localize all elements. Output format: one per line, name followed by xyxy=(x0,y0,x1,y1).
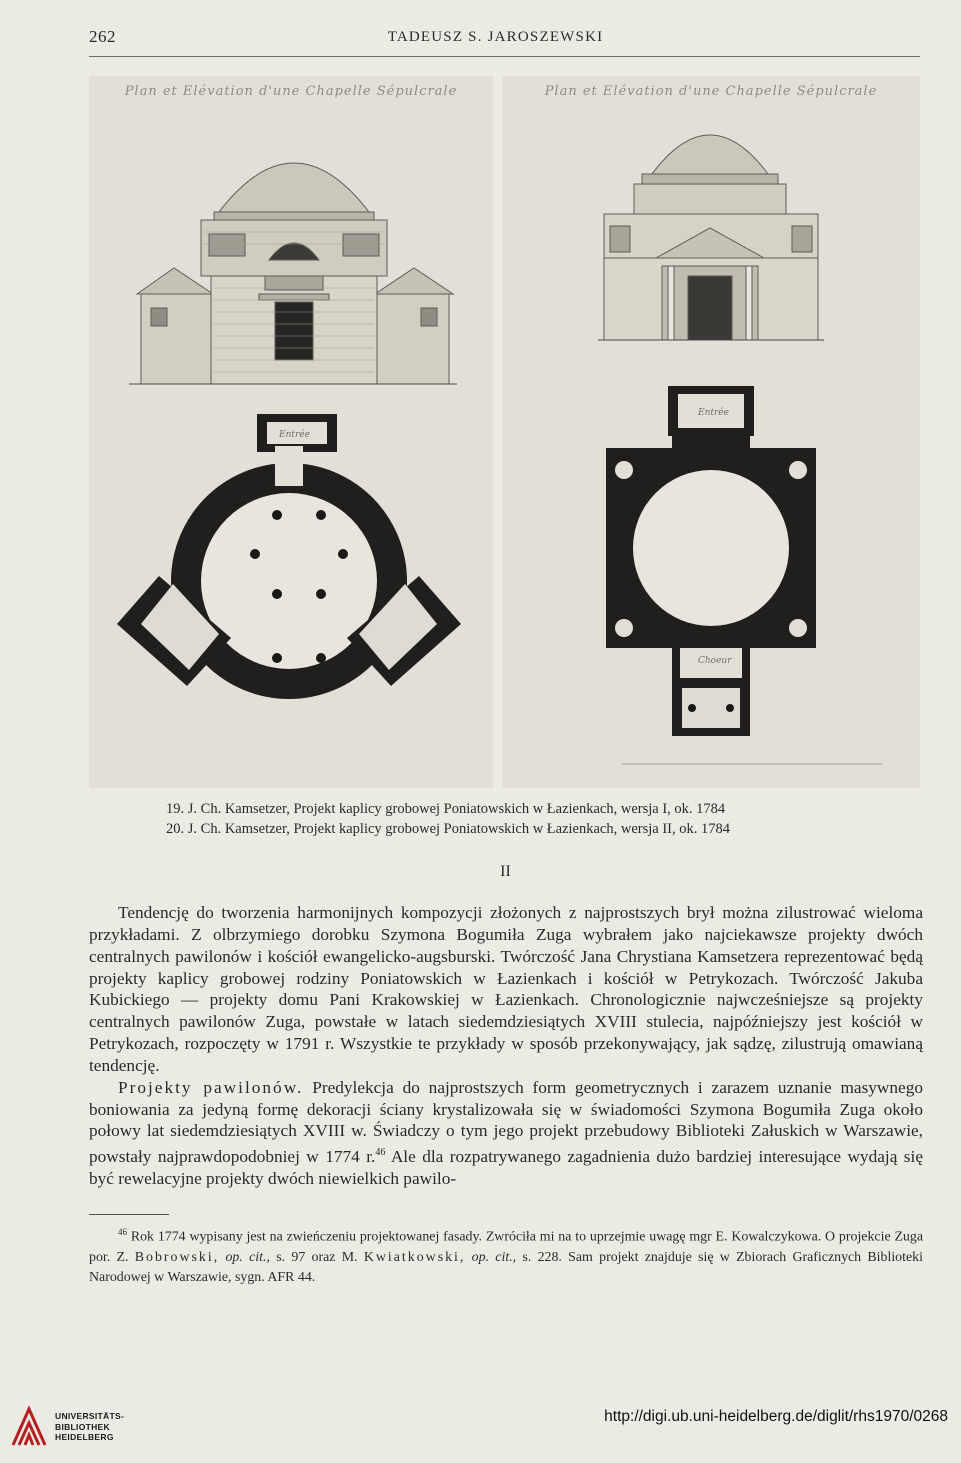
footnote-reference[interactable]: 46 xyxy=(375,1147,386,1159)
footnote-cite-2: op. cit., xyxy=(471,1249,517,1265)
library-name xyxy=(55,1411,124,1443)
plate-title: Plan et Elévation d'une Chapelle Sépulcrale xyxy=(124,84,458,99)
figure-captions xyxy=(166,799,866,839)
plate-title: Plan et Elévation d'une Chapelle Sépulcrale xyxy=(544,84,878,99)
footnote-number: 46 xyxy=(118,1227,127,1237)
plan-entry-label: Entrée xyxy=(698,408,729,418)
elevation-drawing xyxy=(598,135,824,340)
footnote-rule xyxy=(89,1214,169,1215)
elevation-drawing xyxy=(129,163,457,384)
footnote-cite-1: op. cit., xyxy=(225,1249,270,1265)
figure-plate-19 xyxy=(89,76,493,788)
caption-19: 19. J. Ch. Kamsetzer, Projekt kaplicy grobowej Poniatowskich w Łazienkach, wersja I, ok. 1784 xyxy=(166,801,726,817)
paragraph-2-lead: Projekty pawilonów. xyxy=(118,1077,304,1097)
footnote-author-1: Bobrowski, xyxy=(134,1249,220,1265)
plan-entry-label: Entrée xyxy=(279,430,310,440)
library-name-line-3: HEIDELBERG xyxy=(55,1432,114,1442)
body-text xyxy=(89,902,923,1190)
running-head: TADEUSZ S. JAROSZEWSKI xyxy=(387,29,604,45)
caption-20: 20. J. Ch. Kamsetzer, Projekt kaplicy grobowej Poniatowskich w Łazienkach, wersja II, ok. 1784 xyxy=(166,821,730,837)
library-name-line-1: UNIVERSITÄTS- xyxy=(55,1411,125,1421)
footnote-46 xyxy=(89,1222,923,1288)
footnote-author-2: Kwiatkowski, xyxy=(363,1249,466,1265)
footnote-text-2: s. 97 oraz M. xyxy=(276,1249,358,1265)
library-logo-icon xyxy=(9,1403,49,1449)
paragraph-2-tail: Ale dla rozpatrywanego zagadnienia dużo bardziej interesujące wydają się być rewelacyjne projekty dwóch niewielkich pawilo- xyxy=(89,1147,923,1188)
paragraph-2 xyxy=(89,1077,923,1190)
floor-plan-drawing xyxy=(117,414,461,699)
paragraph-2-text: Predylekcja do najprostszych form geometrycznych i zarazem uznanie masywnego boniowania za jedyną formę dekoracji ściany krystalizowała się w świadomości Szymona Bogumiła Zuga około połowy lat siedemdziesiątych XVIII w. Świadczy o tym jego projekt przebudowy Biblioteki Załuskich w Warszawie, powstały najprawdopodobniej w 1774 r. xyxy=(89,1077,924,1167)
paragraph-1: Tendencję do tworzenia harmonijnych kompozycji złożonych z najprostszych brył można zilustrować wieloma przykładami. Z olbrzymiego dorobku Szymona Bogumiła Zuga wybrałem jako najciekawsze projekty dwóch centralnych pawilonów i kościół ewangelicko-augsburski. Twórczość Jana Chrystiana Kamsetzera reprezentować będą projekty kaplicy grobowej rodziny Poniatowskich w Łazienkach i kościół w Petrykozach. Twórczość Jakuba Kubickiego — projekty domu Pani Krakowskiej w Łazienkach. Chronologicznie najwcześniejsze są projekty centralnych pawilonów Zuga, powstałe w latach siedemdziesiątych XVIII stulecia, najpóźniejszy jest kościół w Petrykozach, rozpoczęty w 1791 r. Wszystkie te przykłady w sposób przekonywający, jak sądzę, zilustrują omawianą tendencję. xyxy=(89,903,923,1075)
library-name-line-2: BIBLIOTHEK xyxy=(55,1421,110,1432)
figure-plate-20 xyxy=(502,76,920,788)
floor-plan-drawing xyxy=(606,386,816,736)
footnote-text-3: s. 228. Sam projekt znajduje się w Zbiorach Graficznych Biblioteki Narodowej w Warszawie, sygn. AFR 44. xyxy=(89,1249,923,1285)
chapel-version-2-drawing xyxy=(502,76,920,788)
permalink-url[interactable]: http://digi.ub.uni-heidelberg.de/diglit/rhs1970/0268 xyxy=(604,1408,948,1425)
plan-choir-label: Choeur xyxy=(698,656,732,666)
header-rule xyxy=(89,56,920,57)
section-number: II xyxy=(500,863,511,880)
footnote-text-1: Rok 1774 wypisany jest na zwieńczeniu projektowanej fasady. Zwróciła mi na to uprzejmie uwagę mgr E. Kowalczykowa. O projekcie Zuga por. Z. xyxy=(89,1229,923,1265)
page-number: 262 xyxy=(89,27,116,46)
